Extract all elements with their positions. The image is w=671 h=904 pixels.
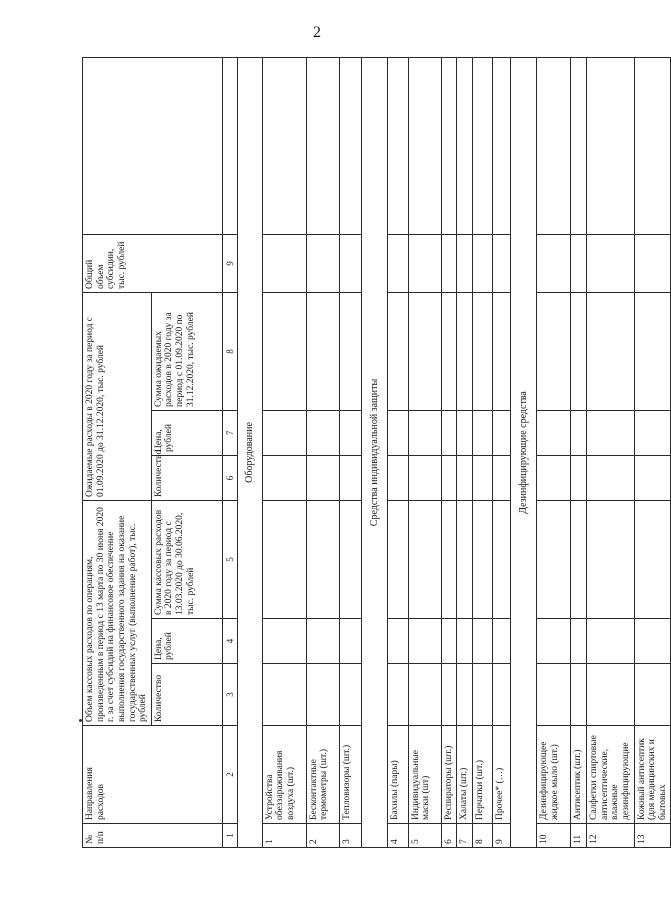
row-name: Респираторы (шт.) <box>441 726 457 824</box>
table-cell <box>306 500 339 618</box>
column-number: 8 <box>222 292 237 410</box>
table-cell <box>387 292 408 410</box>
table-cell <box>457 664 473 726</box>
table-cell <box>262 292 306 410</box>
row-name: Перчатки (шт.) <box>473 726 493 824</box>
table-cell <box>339 619 361 664</box>
header-price: Цена, рублей <box>151 619 222 664</box>
row-number: 10 <box>537 824 571 848</box>
table-cell <box>387 619 408 664</box>
table-cell <box>571 410 587 455</box>
table-cell <box>262 234 306 292</box>
table-cell <box>571 234 587 292</box>
header-num: № п/п <box>83 824 223 848</box>
table-cell <box>493 292 511 410</box>
table-cell <box>306 619 339 664</box>
table-cell-blank <box>537 57 571 234</box>
row-number: 5 <box>408 824 441 848</box>
table-cell <box>587 410 635 455</box>
table-cell <box>537 234 571 292</box>
row-name: Прочее* (…) <box>493 726 511 824</box>
row-number: 4 <box>387 824 408 848</box>
table-cell <box>306 410 339 455</box>
row-name: Бахилы (пары) <box>387 726 408 824</box>
table-cell <box>339 664 361 726</box>
table-cell <box>408 619 441 664</box>
table-cell <box>473 234 493 292</box>
table-cell <box>441 410 457 455</box>
row-name: Кожный антисептик (для медицинских и бытовых <box>634 726 671 824</box>
row-number: 11 <box>571 824 587 848</box>
table-cell <box>306 664 339 726</box>
row-name: Антисептик (шт.) <box>571 726 587 824</box>
table-cell <box>571 455 587 500</box>
row-name: Салфетки спиртовые антисептические, влажные дезинфицирующие <box>587 726 635 824</box>
table-cell <box>537 410 571 455</box>
table-cell <box>537 292 571 410</box>
header-qty-expected: Количество <box>151 455 222 500</box>
table-cell-blank <box>493 57 511 234</box>
row-name: Бесконтактные термометры (шт.) <box>306 726 339 824</box>
table-cell <box>387 455 408 500</box>
table-cell <box>587 234 635 292</box>
table-cell <box>262 500 306 618</box>
expenses-table <box>82 57 671 848</box>
column-number: 3 <box>222 664 237 726</box>
table-cell <box>408 292 441 410</box>
table-cell <box>634 292 671 410</box>
table-cell-blank <box>473 57 493 234</box>
table-cell <box>387 234 408 292</box>
table-cell <box>441 664 457 726</box>
table-cell <box>387 664 408 726</box>
table-cell <box>634 455 671 500</box>
header-price-expected: Цена, рублей <box>151 410 222 455</box>
table-cell <box>571 500 587 618</box>
table-cell <box>408 455 441 500</box>
table-cell <box>634 410 671 455</box>
table-cell <box>306 234 339 292</box>
row-number: 12 <box>587 824 635 848</box>
table-cell <box>339 500 361 618</box>
table-cell <box>387 500 408 618</box>
table-cell <box>339 292 361 410</box>
table-cell <box>408 500 441 618</box>
header-direction: Направления расходов <box>83 726 223 824</box>
row-number: 6 <box>441 824 457 848</box>
column-number: 6 <box>222 455 237 500</box>
table-cell <box>493 619 511 664</box>
table-cell-blank <box>571 57 587 234</box>
table-cell <box>571 292 587 410</box>
row-number: 3 <box>339 824 361 848</box>
table-cell <box>473 292 493 410</box>
column-number: 4 <box>222 619 237 664</box>
column-number: 1 <box>222 824 237 848</box>
table-cell <box>493 455 511 500</box>
row-number: 13 <box>634 824 671 848</box>
row-name: Дезинфицирующее жидкое мыло (шт.) <box>537 726 571 824</box>
header-expected-group: Ожидаемые расходы в 2020 году за период с 01.09.2020 до 31.12.2020, тыс. рублей <box>83 292 152 500</box>
table-cell <box>441 234 457 292</box>
table-cell-blank <box>457 57 473 234</box>
table-cell-blank <box>441 57 457 234</box>
table-cell <box>493 664 511 726</box>
table-cell-blank <box>408 57 441 234</box>
table-cell <box>587 619 635 664</box>
table-cell <box>634 664 671 726</box>
rotated-table-container <box>82 58 668 848</box>
table-cell <box>339 234 361 292</box>
column-number: 7 <box>222 410 237 455</box>
table-cell <box>262 619 306 664</box>
table-cell <box>408 410 441 455</box>
table-cell <box>493 234 511 292</box>
header-spent-group: Объем кассовых расходов по операциям, произведенным в период с 13 марта по 30 июня 2020 г. за счет субсидий на финансовое обеспечение выполнения государственного задания на оказание государственных услуг (выполнение работ), тыс. рублей <box>83 500 152 725</box>
row-name: Индивидуальные маски (шт) <box>408 726 441 824</box>
table-cell <box>473 619 493 664</box>
header-total: Общий объем субсидии, тыс. рублей <box>83 234 223 292</box>
table-cell <box>262 455 306 500</box>
table-cell <box>587 455 635 500</box>
row-number: 9 <box>493 824 511 848</box>
table-cell <box>441 500 457 618</box>
table-cell <box>408 664 441 726</box>
table-cell <box>387 410 408 455</box>
table-cell <box>473 410 493 455</box>
table-cell <box>441 619 457 664</box>
table-cell <box>473 500 493 618</box>
table-cell-blank <box>339 57 361 234</box>
table-cell <box>339 410 361 455</box>
header-qty: Количество <box>151 664 222 726</box>
table-cell <box>634 619 671 664</box>
table-cell <box>457 619 473 664</box>
table-cell-blank <box>306 57 339 234</box>
row-name: Устройства обеззараживания воздуха (шт.) <box>262 726 306 824</box>
page-number: 2 <box>313 24 321 41</box>
table-cell <box>441 455 457 500</box>
section-title: Оборудование <box>237 57 262 847</box>
table-cell <box>262 410 306 455</box>
column-number: 2 <box>222 726 237 824</box>
table-cell <box>408 234 441 292</box>
table-cell <box>473 664 493 726</box>
table-cell <box>537 664 571 726</box>
table-cell <box>571 664 587 726</box>
table-cell-blank <box>387 57 408 234</box>
row-name: Халаты (шт.) <box>457 726 473 824</box>
table-cell <box>493 410 511 455</box>
table-cell <box>457 292 473 410</box>
table-cell <box>634 500 671 618</box>
table-cell <box>262 664 306 726</box>
row-number: 1 <box>262 824 306 848</box>
row-number: 7 <box>457 824 473 848</box>
row-number: 2 <box>306 824 339 848</box>
table-cell-blank <box>262 57 306 234</box>
section-title: Дезинфицирующие средства <box>511 57 537 847</box>
table-cell <box>571 619 587 664</box>
column-number: 9 <box>222 234 237 292</box>
table-cell-blank <box>587 57 635 234</box>
table-cell <box>306 455 339 500</box>
table-cell <box>587 664 635 726</box>
table-cell <box>441 292 457 410</box>
table-cell <box>457 455 473 500</box>
header-sum-spent: Сумма кассовых расходов в 2020 году за период с 13.03.2020 до 30.06.2020, тыс. рублей <box>151 500 222 618</box>
row-name: Тепловизоры (шт.) <box>339 726 361 824</box>
table-cell <box>339 455 361 500</box>
table-cell <box>537 619 571 664</box>
table-cell <box>306 292 339 410</box>
table-cell-blank <box>634 57 671 234</box>
section-title: Средства индивидуальной защиты <box>361 57 387 847</box>
table-cell <box>537 500 571 618</box>
table-cell <box>493 500 511 618</box>
row-number: 8 <box>473 824 493 848</box>
table-cell-blank <box>222 57 237 234</box>
column-number: 5 <box>222 500 237 618</box>
table-cell <box>587 292 635 410</box>
header-sum-expected: Сумма ожидаемых расходов в 2020 году за период с 01.09.2020 по 31.12.2020, тыс. рублей <box>151 292 222 410</box>
table-cell <box>537 455 571 500</box>
table-cell <box>457 234 473 292</box>
table-cell <box>587 500 635 618</box>
table-cell <box>473 455 493 500</box>
table-cell <box>457 500 473 618</box>
header-blank <box>83 57 223 234</box>
table-cell <box>457 410 473 455</box>
table-cell <box>634 234 671 292</box>
